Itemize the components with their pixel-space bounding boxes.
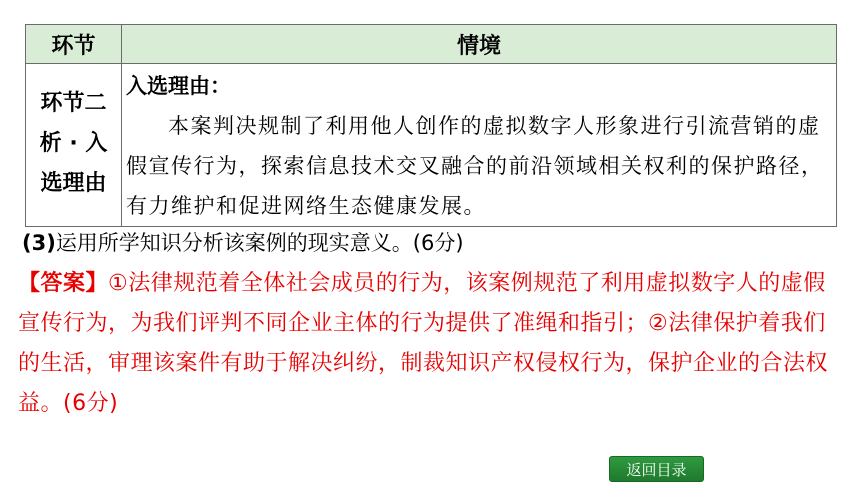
- back-to-contents-button[interactable]: 返回目录: [609, 456, 704, 482]
- stage-line: 析 · 入: [39, 131, 108, 156]
- answer-tag: 【答案】: [18, 271, 109, 296]
- answer: [18, 264, 836, 424]
- question-number: (3): [22, 231, 56, 255]
- question: [22, 227, 464, 259]
- question-text: 运用所学知识分析该案例的现实意义。(6分): [55, 231, 464, 255]
- table-header-row: [26, 25, 837, 64]
- stage-line: 环节二: [40, 91, 107, 116]
- header-stage: 环节: [26, 25, 122, 64]
- stage-line: 选理由: [40, 171, 107, 196]
- stage-cell: [26, 64, 122, 227]
- content-cell: [122, 64, 837, 227]
- answer-text: ①法律规范着全体社会成员的行为，该案例规范了利用虚拟数字人的虚假宣传行为，为我们评判不同企业主体的行为提供了准绳和指引；②法律保护着我们的生活，审理该案件有助于解决纠纷，制裁知识产权侵权行为，保护企业的合法权益。(6分): [18, 271, 829, 416]
- table-row: [26, 64, 837, 227]
- content-paragraph: 本案判决规制了利用他人创作的虚拟数字人形象进行引流营销的虚假宣传行为，探索信息技术交叉融合的前沿领域相关权利的保护路径，有力维护和促进网络生态健康发展。: [126, 114, 824, 218]
- case-table: [25, 24, 837, 227]
- header-context: 情境: [122, 25, 837, 64]
- content-title: 入选理由：: [126, 74, 231, 98]
